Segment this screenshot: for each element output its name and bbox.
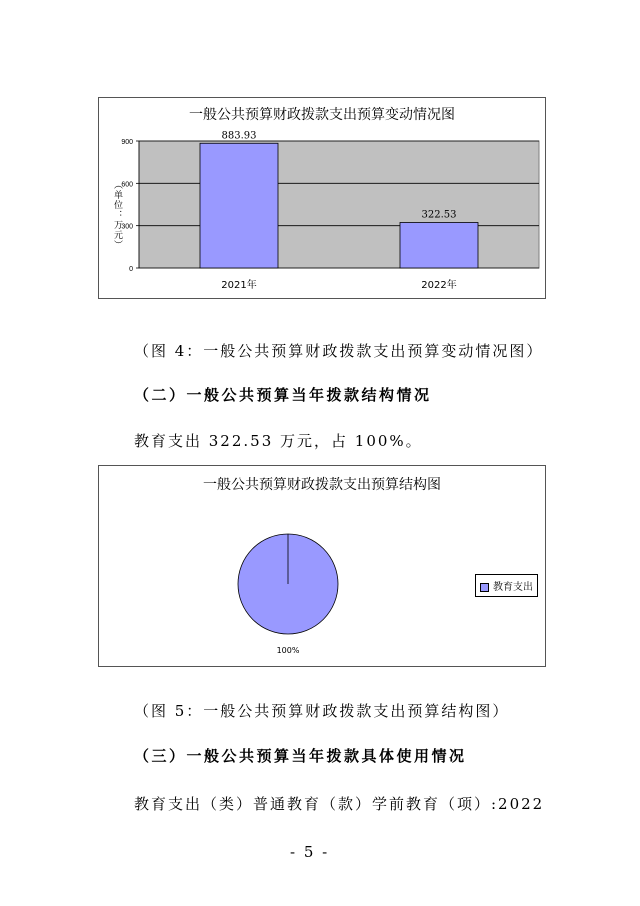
detail-paragraph: 教育支出（类）普通教育（款）学前教育（项）:2022 <box>134 795 545 813</box>
page-number: - 5 - <box>290 843 330 861</box>
x-category-label: 2022年 <box>421 280 457 291</box>
y-tick-label: 900 <box>121 139 133 146</box>
figure-4-caption: （图 4：一般公共预算财政拨款支出预算变动情况图） <box>134 342 544 360</box>
section-heading-structure: （二）一般公共预算当年拨款结构情况 <box>134 386 432 404</box>
pie-chart-plot <box>99 466 545 666</box>
plot-area <box>139 141 539 268</box>
bar-value-label: 322.53 <box>421 209 457 221</box>
legend-swatch <box>480 583 489 592</box>
x-category-label: 2021年 <box>221 280 257 291</box>
pie-legend <box>475 574 538 597</box>
y-tick-label: 0 <box>129 266 133 273</box>
legend-label: 教育支出 <box>493 582 533 593</box>
y-tick-label: 600 <box>121 181 133 189</box>
y-tick-label: 300 <box>121 223 133 231</box>
bar <box>400 222 478 268</box>
education-paragraph: 教育支出 322.53 万元，占 100%。 <box>134 432 423 450</box>
pie-slice-label: 100% <box>276 646 300 655</box>
figure-5-caption: （图 5：一般公共预算财政拨款支出预算结构图） <box>134 702 510 720</box>
bar-chart <box>98 97 546 299</box>
pie-chart <box>98 465 546 667</box>
bar-chart-ylabel: （单位：万元） <box>112 180 122 250</box>
section-heading-usage: （三）一般公共预算当年拨款具体使用情况 <box>134 747 467 765</box>
bar-chart-title: 一般公共预算财政拨款支出预算变动情况图 <box>189 107 455 123</box>
bar-value-label: 883.93 <box>221 130 257 142</box>
pie-chart-title: 一般公共预算财政拨款支出预算结构图 <box>203 477 441 493</box>
bar <box>200 143 278 268</box>
bar-chart-plot <box>99 98 545 298</box>
